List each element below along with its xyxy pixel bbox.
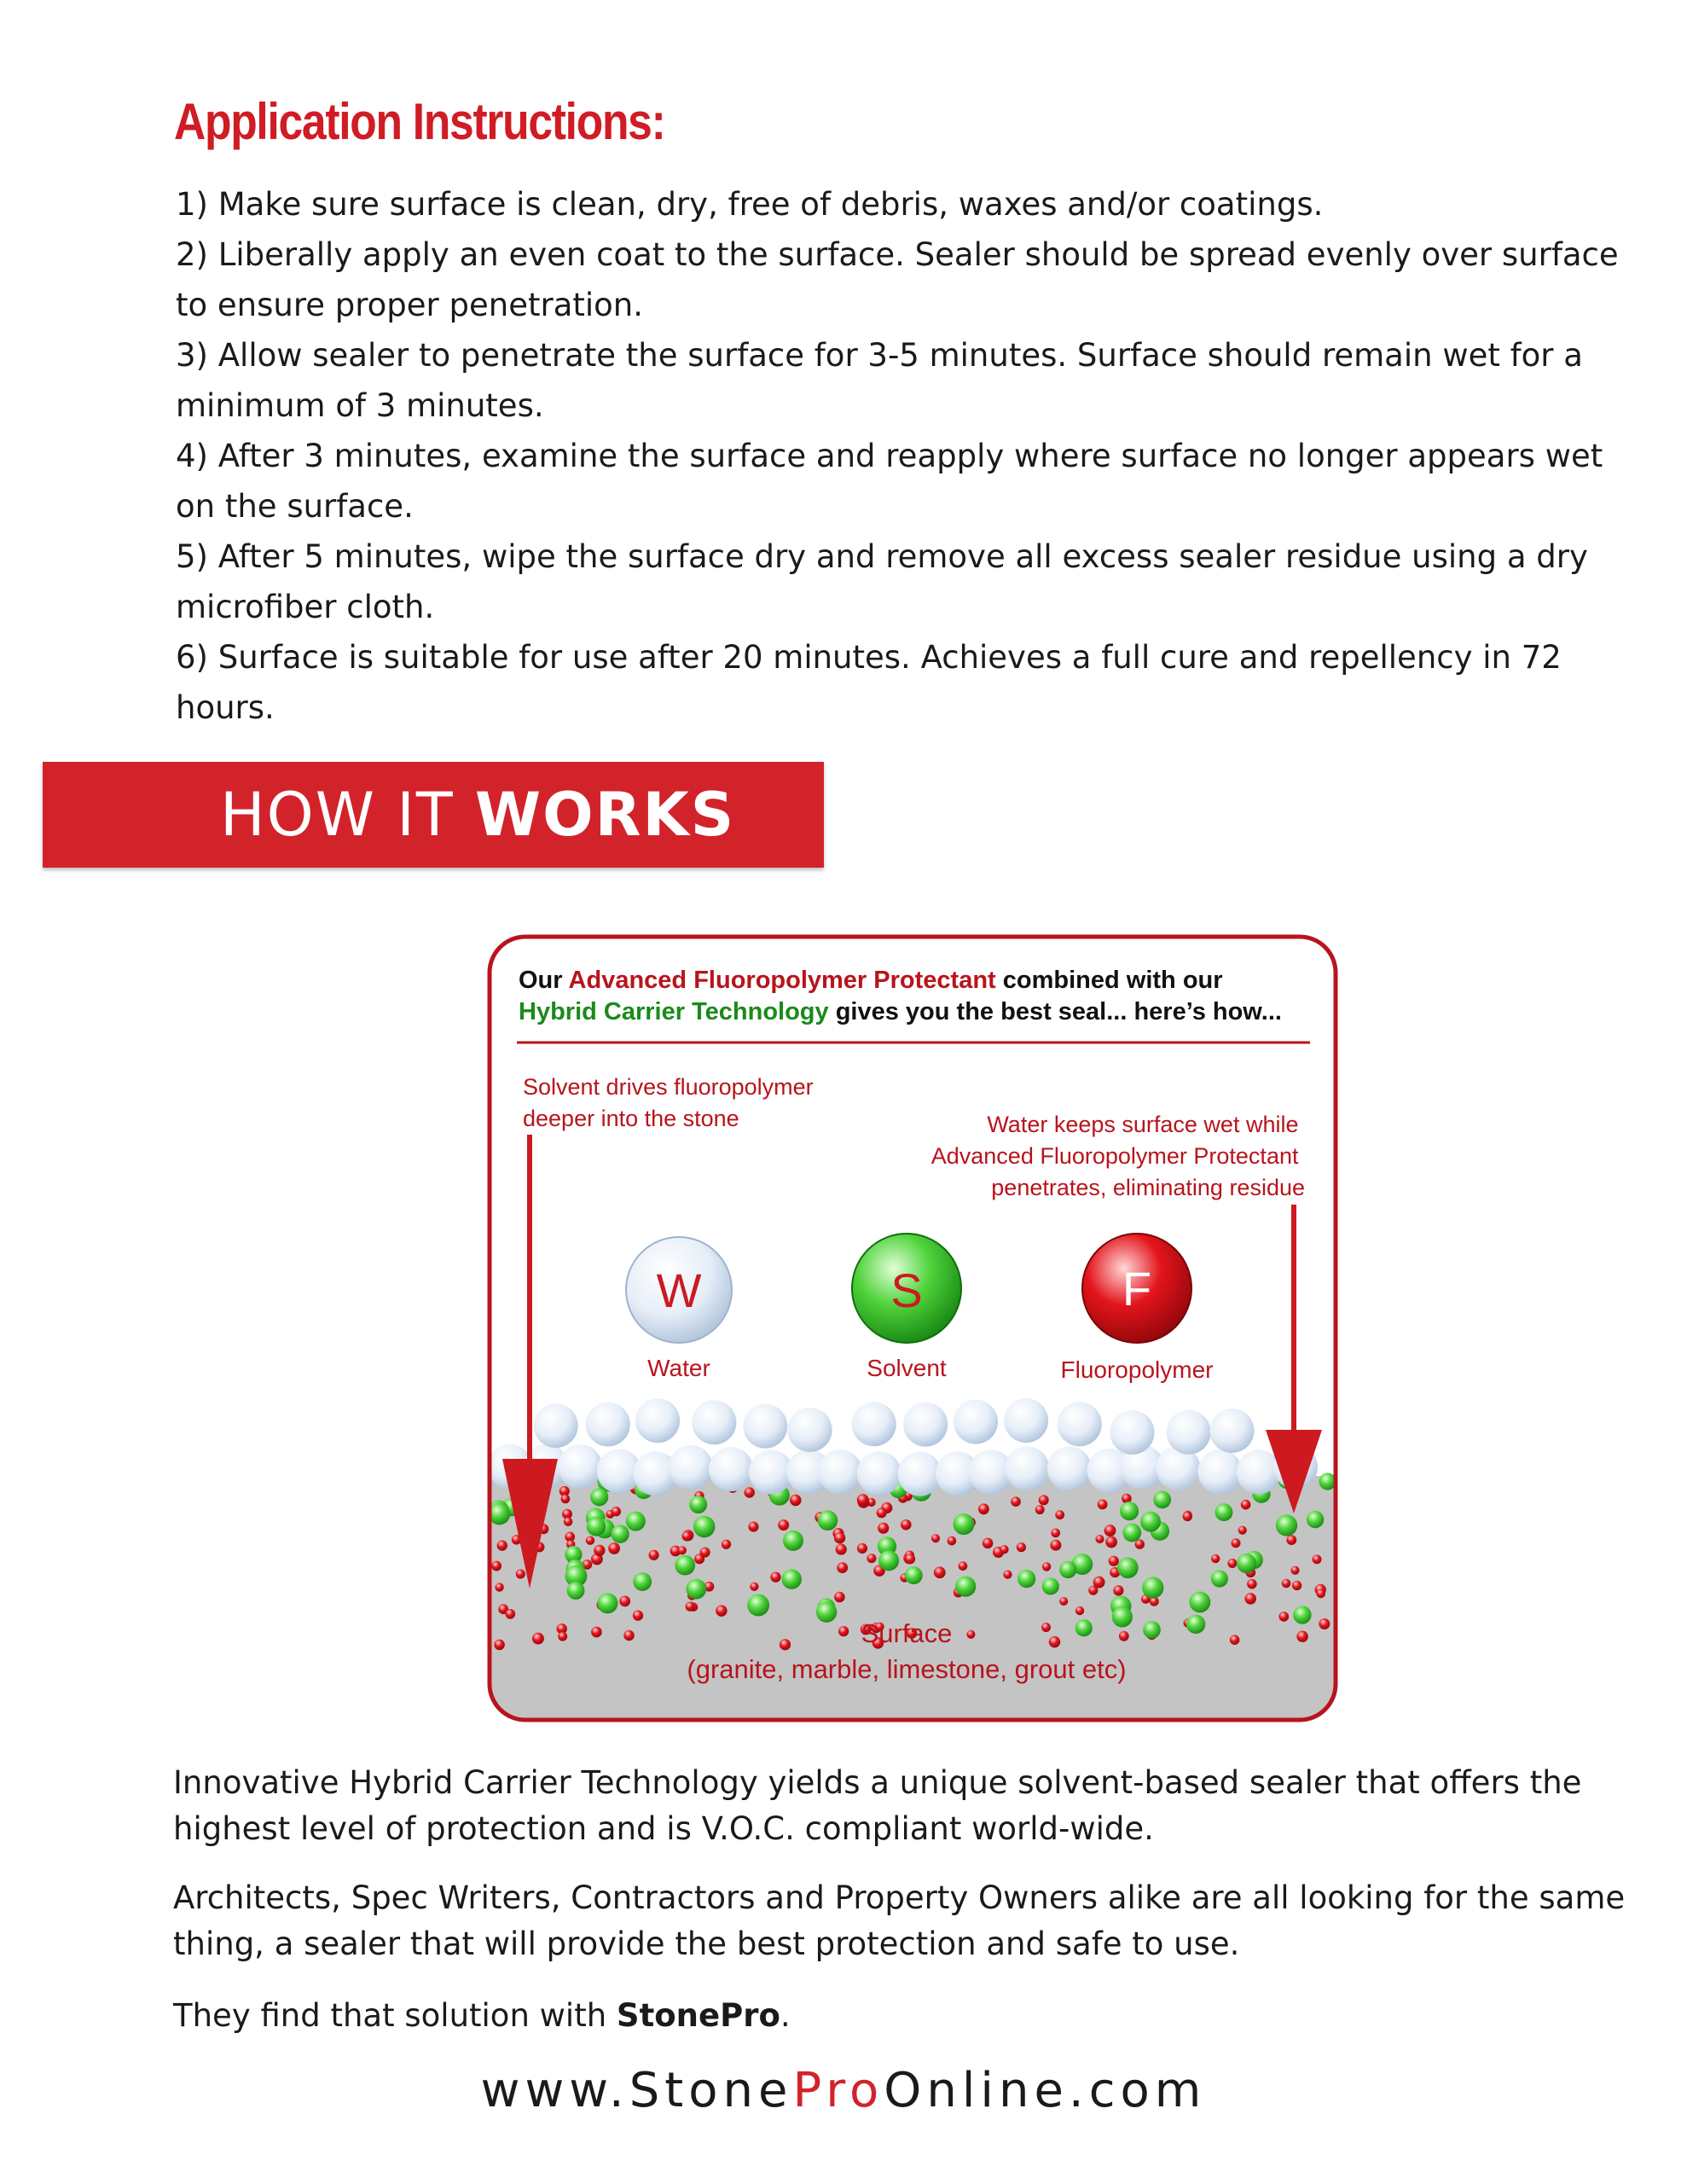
water-bead <box>1047 1446 1092 1490</box>
banner-heading <box>220 781 735 849</box>
fluoropolymer-particle <box>505 1609 515 1619</box>
fluoropolymer-particle <box>1313 1554 1322 1564</box>
fluoropolymer-particle <box>1095 1535 1104 1543</box>
fluoropolymer-particle <box>700 1548 710 1558</box>
fluoropolymer-particle <box>901 1519 912 1531</box>
fluoropolymer-particle <box>1000 1545 1008 1554</box>
solvent-particle <box>1211 1570 1228 1587</box>
fluoropolymer-particle <box>1109 1556 1119 1566</box>
brand-name: StonePro <box>616 1997 780 2034</box>
fluoropolymer-particle <box>564 1517 573 1526</box>
fluoropolymer-particle <box>857 1494 869 1506</box>
fluoropolymer-particle <box>948 1536 957 1546</box>
water-bead <box>534 1403 578 1448</box>
instruction-step: 6) Surface is suitable for use after 20 minutes. Achieves a full cure and repellency in 72 hours. <box>176 639 1562 726</box>
legend-solvent <box>852 1234 961 1381</box>
fluoropolymer-particle <box>1232 1538 1241 1548</box>
solvent-particle <box>1237 1554 1256 1573</box>
water-bead <box>857 1451 901 1496</box>
fluoropolymer-particle <box>678 1546 687 1554</box>
fluoropolymer-particle <box>978 1503 989 1514</box>
fluoropolymer-particle <box>491 1561 501 1571</box>
fluoropolymer-particle <box>608 1542 620 1554</box>
fluoropolymer-particle <box>1017 1542 1026 1552</box>
fluoropolymer-particle <box>780 1639 791 1650</box>
solvent-particle <box>818 1510 838 1531</box>
fluoropolymer-particle <box>1113 1585 1123 1595</box>
fluoropolymer-particle <box>1049 1636 1060 1647</box>
fluoropolymer-particle <box>1041 1623 1051 1632</box>
diagram-header-line-1: Our Advanced Fluoropolymer Protectant combined with our <box>519 967 1223 994</box>
water-bead <box>1058 1402 1102 1446</box>
fluoropolymer-particle <box>594 1545 605 1556</box>
fluoropolymer-particle <box>1227 1559 1237 1568</box>
fluoropolymer-particle <box>877 1507 887 1518</box>
water-label: Water <box>647 1355 710 1381</box>
fluoropolymer-particle <box>1042 1562 1051 1571</box>
fluoropolymer-particle <box>770 1571 780 1582</box>
water-bead <box>818 1449 862 1494</box>
fluoropolymer-particle <box>612 1507 621 1516</box>
fluoropolymer-particle <box>1296 1630 1307 1641</box>
solvent-particle <box>590 1488 608 1506</box>
fluoropolymer-particle <box>532 1633 544 1645</box>
fluoropolymer-particle <box>1241 1500 1251 1510</box>
solvent-particle <box>954 1513 975 1535</box>
fluoropolymer-particle <box>837 1562 848 1573</box>
fluoropolymer-particle <box>1119 1631 1129 1641</box>
fluoropolymer-particle <box>1282 1579 1291 1589</box>
water-bead <box>1005 1446 1049 1490</box>
solvent-particle <box>686 1579 706 1600</box>
solvent-particle <box>1120 1502 1139 1520</box>
fluoropolymer-particle <box>1286 1535 1296 1545</box>
fluoropolymer-particle <box>494 1640 504 1650</box>
body-paragraph-3: They find that solution with StonePro. <box>173 1997 791 2034</box>
fluoropolymer-particle <box>857 1543 867 1554</box>
solvent-particle <box>1153 1491 1171 1509</box>
fluoropolymer-particle <box>778 1519 789 1531</box>
solvent-particle <box>1215 1503 1233 1521</box>
solvent-particle <box>816 1601 837 1622</box>
solvent-particle <box>597 1593 617 1613</box>
solvent-particle <box>905 1566 923 1584</box>
fluoropolymer-particle <box>623 1630 634 1641</box>
fluoropolymer-particle <box>1183 1512 1192 1521</box>
fluoropolymer-particle <box>1039 1495 1049 1505</box>
water-bead <box>1210 1409 1255 1453</box>
body-paragraph-2: Architects, Spec Writers, Contractors and Property Owners alike are all looking for the same thing, a sealer that will provide the best protection and safe to use. <box>173 1879 1626 1962</box>
solvent-particle <box>1112 1606 1133 1627</box>
diagram-header-line-2: Hybrid Carrier Technology gives you the best seal... here’s how... <box>519 998 1282 1025</box>
fluoropolymer-particle <box>1011 1496 1021 1507</box>
solvent-particle <box>1140 1512 1161 1532</box>
fluoropolymer-particle <box>748 1522 758 1532</box>
fluoropolymer-particle <box>716 1605 727 1616</box>
solvent-particle <box>1142 1577 1163 1598</box>
water-bead <box>1167 1410 1211 1455</box>
solvent-particle <box>955 1577 976 1597</box>
fluoropolymer-particle <box>1244 1593 1255 1604</box>
fluoropolymer-letter: F <box>1122 1262 1152 1316</box>
solvent-note: Solvent drives fluoropolymer deeper into the stone <box>523 1074 814 1131</box>
fluoropolymer-particle <box>495 1583 503 1591</box>
water-bead <box>743 1404 787 1449</box>
fluoropolymer-particle <box>619 1596 630 1607</box>
instruction-step: 1) Make sure surface is clean, dry, free of debris, waxes and/or coatings. <box>176 186 1324 223</box>
solvent-particle <box>1042 1577 1059 1594</box>
fluoropolymer-particle <box>1238 1526 1247 1535</box>
fluoropolymer-particle <box>966 1630 975 1639</box>
fluoropolymer-particle <box>1290 1566 1299 1575</box>
fluoropolymer-particle <box>834 1532 845 1543</box>
solvent-particle <box>587 1517 606 1536</box>
fluoropolymer-particle <box>1230 1635 1240 1645</box>
fluoropolymer-particle <box>1003 1570 1012 1578</box>
fluoropolymer-particle <box>633 1610 643 1620</box>
fluoropolymer-particle <box>686 1601 695 1611</box>
solvent-particle <box>611 1525 629 1543</box>
water-bead <box>635 1398 680 1443</box>
fluoropolymer-particle <box>934 1566 946 1578</box>
solvent-particle <box>878 1550 899 1571</box>
fluoropolymer-particle <box>790 1495 802 1507</box>
fluoropolymer-particle <box>1055 1510 1064 1519</box>
water-note: Water keeps surface wet while Advanced Fluoropolymer Protectant penetrates, eliminating residue <box>930 1112 1305 1200</box>
body-paragraph-1: Innovative Hybrid Carrier Technology yields a unique solvent-based sealer that offers the highest level of protection and is V.O.C. compliant world-wide. <box>173 1764 1582 1847</box>
fluoropolymer-label: Fluoropolymer <box>1060 1356 1214 1383</box>
water-bead <box>669 1445 713 1490</box>
water-bead <box>788 1408 832 1452</box>
instruction-step: 5) After 5 minutes, wipe the surface dry and remove all excess sealer residue using a dry microfiber cloth. <box>176 538 1588 625</box>
how-it-works-diagram <box>484 932 1341 1725</box>
water-bead <box>954 1400 998 1444</box>
fluoropolymer-particle <box>744 1487 754 1497</box>
water-bead <box>897 1452 942 1496</box>
solvent-particle <box>689 1496 707 1513</box>
fluoropolymer-particle <box>561 1495 571 1504</box>
solvent-particle <box>1307 1511 1324 1528</box>
surface-materials: (granite, marble, limestone, grout etc) <box>687 1654 1127 1684</box>
solvent-particle <box>1186 1615 1205 1634</box>
solvent-particle <box>675 1555 695 1576</box>
fluoropolymer-particle <box>1098 1499 1108 1509</box>
water-bead <box>709 1447 753 1491</box>
banner-light-text: HOW IT <box>220 780 475 850</box>
instructions-title: Application Instructions: <box>174 93 665 150</box>
solvent-particle <box>633 1572 652 1591</box>
solvent-particle <box>1122 1524 1141 1542</box>
fluoropolymer-particle <box>931 1534 940 1542</box>
fluoropolymer-particle <box>1319 1618 1330 1629</box>
fluoropolymer-particle <box>1316 1589 1325 1599</box>
fluoropolymer-particle <box>516 1569 525 1578</box>
solvent-particle <box>1075 1619 1093 1636</box>
fluoropolymer-particle <box>591 1627 602 1638</box>
fluoropolymer-particle <box>648 1550 658 1560</box>
solvent-particle <box>747 1594 769 1617</box>
instruction-step: 3) Allow sealer to penetrate the surface for 3-5 minutes. Surface should remain wet for a minimum of 3 minutes. <box>176 337 1583 424</box>
instruction-step: 4) After 3 minutes, examine the surface and reapply where surface no longer appears wet on the surface. <box>176 438 1603 525</box>
fluoropolymer-particle <box>834 1592 845 1603</box>
solvent-particle <box>1143 1621 1161 1639</box>
solvent-particle <box>1059 1561 1076 1578</box>
solvent-particle <box>1189 1591 1210 1612</box>
fluoropolymer-particle <box>983 1538 994 1549</box>
how-it-works-banner <box>43 762 824 868</box>
fluoropolymer-particle <box>1105 1536 1117 1548</box>
fluoropolymer-particle <box>586 1536 594 1544</box>
fluoropolymer-particle <box>722 1540 731 1549</box>
website-url[interactable]: www.StoneProOnline.com <box>480 2063 1207 2118</box>
solvent-particle <box>1276 1514 1297 1536</box>
solvent-particle <box>783 1531 803 1551</box>
fluoropolymer-particle <box>1051 1528 1060 1537</box>
fluoropolymer-particle <box>1050 1540 1061 1551</box>
water-bead <box>586 1403 630 1447</box>
water-bead <box>1004 1398 1048 1443</box>
fluoropolymer-particle <box>750 1583 758 1591</box>
water-bead <box>692 1400 736 1444</box>
water-bead <box>903 1403 948 1447</box>
solvent-label: Solvent <box>867 1355 947 1381</box>
fluoropolymer-particle <box>836 1544 847 1555</box>
surface-title: Surface <box>861 1618 953 1648</box>
fluoropolymer-particle <box>497 1540 507 1550</box>
fluoropolymer-particle <box>959 1561 968 1571</box>
fluoropolymer-particle <box>1104 1525 1116 1536</box>
solvent-particle <box>567 1582 585 1600</box>
water-bead <box>558 1444 602 1489</box>
fluoropolymer-particle <box>1278 1612 1289 1622</box>
solvent-particle <box>781 1569 801 1589</box>
instruction-step: 2) Liberally apply an even coat to the surface. Sealer should be spread evenly over surface to ensure proper penetration. <box>176 236 1619 323</box>
fluoropolymer-particle <box>838 1626 849 1636</box>
water-bead <box>1110 1410 1155 1455</box>
fluoropolymer-particle <box>1059 1597 1068 1606</box>
water-letter: W <box>656 1263 702 1317</box>
fluoropolymer-particle <box>682 1531 693 1542</box>
fluoropolymer-particle <box>1292 1581 1301 1590</box>
instruction-steps <box>176 179 1643 733</box>
solvent-particle <box>626 1512 646 1531</box>
fluoropolymer-particle <box>1247 1579 1257 1589</box>
banner-bold-text: WORKS <box>474 780 736 850</box>
solvent-letter: S <box>890 1263 923 1317</box>
fluoropolymer-particle <box>1035 1505 1045 1514</box>
solvent-particle <box>1117 1557 1139 1578</box>
solvent-particle <box>693 1516 716 1538</box>
water-bead <box>852 1402 896 1446</box>
fluoropolymer-particle <box>1075 1606 1084 1615</box>
fluoropolymer-particle <box>558 1632 567 1641</box>
fluoropolymer-particle <box>1093 1577 1105 1589</box>
fluoropolymer-particle <box>1211 1554 1220 1563</box>
fluoropolymer-particle <box>878 1523 889 1534</box>
solvent-particle <box>1293 1606 1311 1623</box>
solvent-particle <box>1017 1570 1035 1588</box>
water-bead <box>1197 1449 1242 1494</box>
fluoropolymer-particle <box>867 1554 876 1563</box>
fluoropolymer-particle <box>905 1554 915 1564</box>
